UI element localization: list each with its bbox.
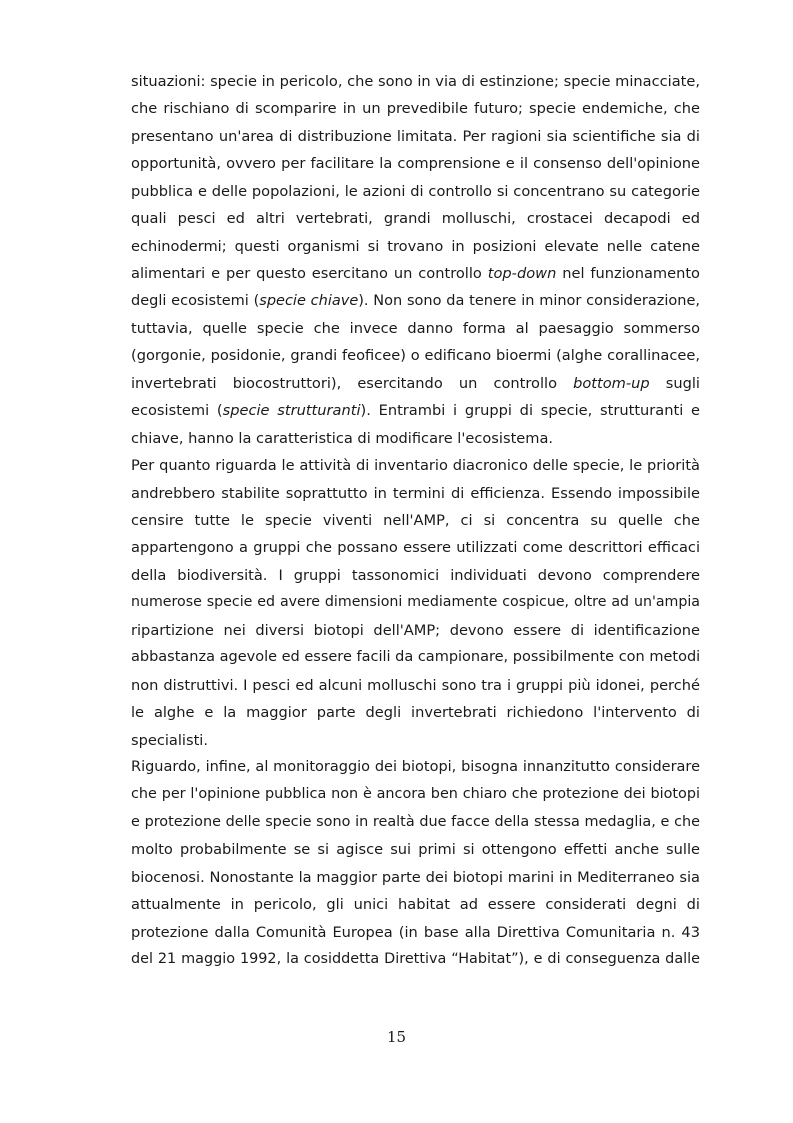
text-line [131,342,700,369]
text-run: ripartizione nei diversi biotopi dell'AMP; devono essere di identificazione [131,621,700,639]
text-run: ). Non sono da tenere in minor considerazione, [358,292,700,309]
italic-term: bottom-up [573,374,650,392]
text-run: Riguardo, infine, al monitoraggio dei biotopi, bisogna innanzitutto considerare [131,758,700,775]
text-run: degli ecosistemi ( [131,292,260,309]
text-run: non distruttivi. I pesci ed alcuni molluschi sono tra i gruppi più idonei, perché [131,676,700,694]
text-run: che per l'opinione pubblica non è ancora ben chiaro che protezione dei biotopi [131,786,700,803]
text-line [131,864,700,891]
text-line [131,946,700,973]
text-run: protezione dalla Comunità Europea (in base alla Direttiva Comunitaria n. 43 [131,923,700,941]
text-run: sugli [649,374,700,392]
text-line [131,95,700,122]
text-run: invertebrati biocostruttori), esercitando un controllo [131,374,574,392]
text-line [131,891,700,918]
text-line [131,836,700,863]
text-line [131,452,700,479]
text-run: del 21 maggio 1992, la cosiddetta Direttiva “Habitat”), e di conseguenza dalle [131,951,700,967]
text-line [131,178,700,205]
text-run: (gorgonie, posidonie, grandi feoficee) o edificano bioermi (alghe corallinacee, [131,347,700,365]
text-line [131,781,700,808]
text-run: chiave, hanno la caratteristica di modificare l'ecosistema. [131,429,554,447]
text-line [131,809,700,836]
text-line [131,425,700,452]
text-line [131,589,700,616]
text-run: nel funzionamento [556,265,700,283]
text-line [131,919,700,946]
text-line [131,370,700,397]
text-line [131,123,700,150]
text-line [131,480,700,507]
text-run: pubblica e delle popolazioni, le azioni di controllo si concentrano su categorie [131,182,700,200]
italic-term: top-down [487,265,557,283]
text-run: tuttavia, quelle specie che invece danno forma al paesaggio sommerso [131,319,700,337]
text-run: quali pesci ed altri vertebrati, grandi molluschi, crostacei decapodi ed [131,210,700,228]
italic-term: specie strutturanti [222,402,361,420]
text-run: situazioni: specie in pericolo, che sono in via di estinzione; specie minacciate, [131,73,700,90]
text-run: presentano un'area di distribuzione limitata. Per ragioni sia scientifiche sia di [131,127,700,145]
body-text [131,68,700,973]
text-run: e protezione delle specie sono in realtà due facce della stessa medaglia, e che [131,813,700,830]
text-run: appartengono a gruppi che possano essere utilizzati come descrittori efficaci [131,539,700,557]
italic-term: specie chiave [259,292,359,309]
text-run: biocenosi. Nonostante la maggior parte dei biotopi marini in Mediterraneo sia [131,868,700,886]
text-line [131,617,700,644]
page-number: 15 [386,1028,407,1046]
text-run: abbastanza agevole ed essere facili da campionare, possibilmente con metodi [131,649,700,666]
text-line [131,68,700,95]
text-line [131,562,700,589]
text-line [131,727,700,754]
text-run: ecosistemi ( [131,402,223,420]
text-line [131,534,700,561]
text-line [131,150,700,177]
text-run: della biodiversità. I gruppi tassonomici individuati devono comprendere [131,566,700,584]
text-run: molto probabilmente se si agisce sui primi si ottengono effetti anche sulle [131,841,700,859]
text-line [131,507,700,534]
text-run: alimentari e per questo esercitano un controllo [131,265,488,283]
text-run: opportunità, ovvero per facilitare la comprensione e il consenso dell'opinione [131,155,700,173]
text-run: numerose specie ed avere dimensioni mediamente cospicue, oltre ad un'ampia [131,594,700,611]
text-line [131,233,700,260]
text-run: ). Entrambi i gruppi di specie, strutturanti e [360,402,700,420]
text-run: che rischiano di scomparire in un prevedibile futuro; specie endemiche, che [131,100,700,118]
text-line [131,260,700,287]
text-run: le alghe e la maggior parte degli invertebrati richiedono l'intervento di [131,704,700,722]
text-run: andrebbero stabilite soprattutto in termini di efficienza. Essendo impossibile [131,484,700,502]
text-line [131,672,700,699]
text-line [131,397,700,424]
text-run: echinodermi; questi organismi si trovano in posizioni elevate nelle catene [131,237,700,255]
text-line [131,644,700,671]
text-run: censire tutte le specie viventi nell'AMP, ci si concentra su quelle che [131,512,700,529]
text-line [131,699,700,726]
text-line [131,205,700,232]
text-line [131,315,700,342]
text-run: specialisti. [131,731,208,749]
text-run: attualmente in pericolo, gli unici habitat ad essere considerati degni di [131,896,700,914]
text-line [131,288,700,315]
text-run: Per quanto riguarda le attività di inventario diacronico delle specie, le priorità [131,457,700,475]
text-line [131,754,700,781]
